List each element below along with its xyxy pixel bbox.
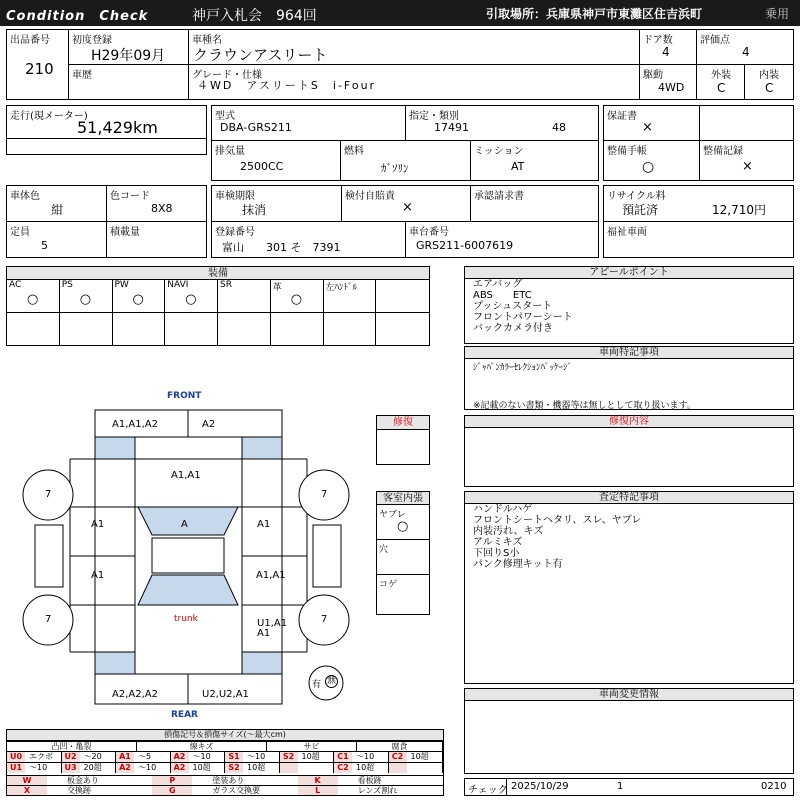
- legend-cell: [171, 762, 226, 773]
- equipment-name: PS: [61, 280, 73, 290]
- legend-text: 10超: [192, 763, 211, 772]
- panel-right-front: A1: [257, 519, 271, 530]
- text-line: エアバッグ: [473, 279, 523, 290]
- legend-code: U1: [7, 763, 25, 773]
- legend-cell: [280, 751, 335, 762]
- legend-text: ～10: [29, 763, 48, 772]
- capacity-cell: 定員 5: [6, 221, 107, 258]
- legend-code: C2: [389, 752, 407, 762]
- text-line: ハンドルハゲ: [473, 504, 533, 515]
- selfcheck-cell: 検付自賠責 ×: [341, 185, 471, 222]
- model-cell: 車種名 クラウンアスリート: [188, 29, 640, 65]
- legend-cell: [225, 762, 280, 773]
- legend-code: X: [7, 786, 47, 795]
- legend-code-cell: [152, 775, 297, 785]
- text-line: アルミキズ: [473, 537, 523, 548]
- legend-cell: [225, 751, 280, 762]
- tire-rear-left: 7: [45, 614, 52, 625]
- change-panel: 車両変更情報: [464, 688, 794, 774]
- legend-panel: 損傷記号＆損傷サイズ(～最大cm) 凸凹・亀裂 線キズ サビ 腐食 U0 エクボ U2 ～20 A1 ～5 A2 ～10 S1 ～10 S2 10超 C1 ～10 C2 10超 U1 ～10 U3 20超 A2 ～10 A2 10超 S2 10超 C2 10超 W 板金あり P 塗装あり K 看板跡 X 交換跡 G ガラス交換要 L レンズ割れ: [6, 729, 444, 796]
- legend-code: G: [152, 786, 192, 795]
- ext-grade: C: [717, 81, 726, 95]
- warranty: ×: [642, 120, 653, 135]
- legend-text: エクボ: [29, 752, 53, 761]
- legend-code: A2: [171, 752, 189, 762]
- legend-cell: [62, 762, 117, 773]
- grade-cell: グレード・仕様 ４WD アスリートS i-Four: [188, 64, 640, 100]
- lot-number: 210: [25, 60, 54, 78]
- doors-cell: ドア数 4: [639, 29, 697, 65]
- text-line: フロントシートヘタリ、スレ、ヤブレ: [473, 515, 642, 526]
- record-cell: 整備記録 ×: [699, 140, 794, 181]
- text-line: プッシュスタート: [473, 301, 553, 312]
- legend-cell: [280, 762, 335, 773]
- legend-code: [389, 763, 407, 773]
- legend-code-cell: [7, 785, 152, 795]
- legend-code: A1: [116, 752, 134, 762]
- legend-text: ～20: [83, 752, 102, 761]
- equipment-title: 装備: [7, 267, 429, 280]
- equipment-mark: ○: [185, 292, 197, 307]
- equipment-mark: ○: [79, 292, 92, 307]
- drive-cell: 駆動 4WD: [639, 64, 697, 100]
- legend-cell: [7, 762, 62, 773]
- mission-cell: ミッション AT: [470, 140, 599, 181]
- legend-text: 10超: [247, 763, 266, 772]
- text-line: バックカメラ付き: [473, 323, 553, 334]
- approval-cell: 承認請求書: [470, 185, 599, 222]
- legend-code: U0: [7, 752, 25, 762]
- equipment-panel: [6, 266, 430, 346]
- legend-code: A2: [171, 763, 189, 773]
- legend-text: 看板跡: [357, 776, 382, 785]
- front-label: FRONT: [167, 391, 202, 401]
- text-line: 内装汚れ、キズ: [473, 526, 544, 537]
- legend-code-cell: [7, 775, 152, 785]
- first-reg-cell: 初度登録 H29年09月: [68, 29, 189, 65]
- legend-group: 凸凹・亀裂: [7, 741, 137, 751]
- assessment-panel: 査定特記事項 ハンドルハゲ フロントシートヘタリ、スレ、ヤブレ 内装汚れ、キズ アルミキズ 下回りS小 パンク修理キット有: [464, 491, 794, 684]
- legend-cell: [7, 751, 62, 762]
- legend-text: ～5: [138, 752, 152, 761]
- legend-text: 10超: [410, 752, 429, 761]
- panel-right-rear: A1,A1: [256, 570, 286, 581]
- legend-code-cell: [298, 775, 443, 785]
- equipment-name: 左ﾊﾝﾄﾞﾙ: [325, 283, 358, 293]
- history-cell: 車歴: [68, 64, 189, 100]
- legend-cell: [62, 751, 117, 762]
- legend-code: A2: [116, 763, 134, 773]
- doors: 4: [662, 45, 670, 59]
- legend-text: 20超: [83, 763, 102, 772]
- repair-content-panel: 修復内容: [464, 415, 794, 487]
- panel-right-rear-fender: U1,A1 A1: [257, 618, 288, 639]
- legend-text: 板金あり: [67, 776, 99, 785]
- fuel-cell: 燃料 ｶﾞｿﾘﾝ: [340, 140, 471, 181]
- score: 4: [742, 45, 750, 59]
- legend-cell: [334, 751, 389, 762]
- panel-top-left: A1,A1,A2: [112, 419, 158, 430]
- legend-text: 交換跡: [67, 786, 91, 795]
- text-line: ABS ETC: [473, 290, 532, 301]
- displacement-cell: 排気量 2500CC: [211, 140, 341, 181]
- recycle-cell: リサイクル料 預託済 12,710円: [603, 185, 794, 222]
- load-cell: 積載量: [106, 221, 207, 258]
- legend-code-cell: [152, 785, 297, 795]
- color-cell: 車体色 紺: [6, 185, 107, 222]
- header-title: Condition Check: [6, 9, 149, 24]
- text-line: 下回りS小: [473, 548, 520, 559]
- appeal-panel: アピールポイント エアバッグ ABS ETC プッシュスタート フロントパワーシート バックカメラ付き: [464, 266, 794, 344]
- tire-front-right: 7: [321, 489, 328, 500]
- legend-text: ガラス交換要: [212, 786, 261, 795]
- legend-cell: [116, 762, 171, 773]
- welfare-cell: 福祉車両: [603, 221, 794, 258]
- legend-group: 腐食: [357, 741, 443, 751]
- pickup-location: 引取場所：兵庫県神戸市東灘区住吉浜町: [486, 7, 703, 21]
- legend-cell: [334, 762, 389, 773]
- tire-front-left: 7: [45, 489, 52, 500]
- mileage-cell: 走行(現メーター) 51,429km: [6, 105, 207, 155]
- legend-text: ～10: [247, 752, 266, 761]
- int-cell: 内装 C: [744, 64, 794, 100]
- header-bar: [0, 0, 800, 26]
- panel-top-right: A2: [202, 419, 216, 430]
- colorcode-cell: 色コード 8X8: [106, 185, 207, 222]
- manual-cell: 整備手帳 ○: [603, 140, 700, 181]
- text-line: フロントパワーシート: [473, 312, 573, 323]
- legend-text: ～10: [356, 752, 375, 761]
- grade: ４WD アスリートS i-Four: [197, 79, 377, 92]
- legend-text: 塗装あり: [212, 776, 245, 785]
- legend-text: レンズ割れ: [357, 786, 398, 795]
- legend-code: U2: [62, 752, 80, 762]
- legend-text: 10超: [301, 752, 320, 761]
- legend-code: U3: [62, 763, 80, 773]
- int-grade: C: [765, 81, 774, 95]
- panel-windshield: A: [181, 519, 188, 530]
- chassis-cell: 車台番号 GRS211-6007619: [405, 221, 599, 258]
- legend-code: S1: [225, 752, 243, 762]
- spare-mark: 無: [326, 676, 336, 686]
- legend-code: P: [152, 776, 192, 785]
- legend-group: サビ: [267, 741, 357, 751]
- repair-box: 修復: [376, 415, 430, 465]
- equipment-mark: ○: [290, 292, 303, 307]
- equipment-name: SR: [220, 280, 232, 290]
- category-label: 乗用: [765, 7, 790, 21]
- legend-code: K: [298, 776, 338, 785]
- legend-code: S2: [225, 763, 243, 773]
- inspection-cell: 車検期限 抹消: [211, 185, 342, 222]
- legend-text: ～10: [192, 752, 211, 761]
- panel-bottom-right: U2,U2,A1: [202, 689, 249, 700]
- equipment-name: 革: [272, 283, 282, 293]
- check-row: チェック 2025/10/29 1 0210: [464, 778, 794, 796]
- trunk-label: trunk: [174, 614, 198, 624]
- rear-label: REAR: [171, 710, 198, 720]
- score-cell: 評価点 4: [696, 29, 794, 65]
- legend-text: 10超: [356, 763, 375, 772]
- auction-name: 神戸入札会 964回: [192, 8, 317, 24]
- ext-cell: 外装 C: [696, 64, 745, 100]
- model-name: クラウンアスリート: [193, 46, 328, 64]
- panel-bottom-left: A2,A2,A2: [112, 689, 158, 700]
- car-diagram: [18, 385, 358, 725]
- text-line: パンク修理キット有: [473, 559, 563, 570]
- lot-cell: 出品番号 210: [6, 29, 69, 100]
- equipment-mark: ○: [27, 292, 39, 307]
- warranty-cell: 保証書 ×: [603, 105, 794, 141]
- mileage: 51,429km: [77, 118, 158, 137]
- spare-label: 有: [312, 680, 322, 690]
- legend-code: [280, 763, 298, 773]
- tire-rear-right: 7: [321, 614, 328, 625]
- spec-cell: 指定・類別 17491 48: [405, 105, 599, 141]
- drive: 4WD: [658, 81, 685, 94]
- equipment-name: PW: [114, 280, 129, 290]
- legend-cell: [116, 751, 171, 762]
- legend-code-cell: [298, 785, 443, 795]
- first-reg: H29年09月: [91, 48, 166, 64]
- panel-left-rear: A1: [91, 570, 105, 581]
- legend-code: L: [298, 786, 338, 795]
- equipment-name: NAVI: [167, 280, 189, 290]
- special-panel: 車両特記事項 ｼﾞｬﾊﾟﾝｶﾗｰｾﾚｸｼｮﾝﾊﾟｯｹｰｼﾞ ※記載のない書類・機器等は無しとして取り扱います。: [464, 346, 794, 410]
- legend-code: C1: [334, 752, 352, 762]
- interior-box: 客室内張 ヤブレ ○ 穴 コゲ: [376, 491, 430, 615]
- legend-text: ～10: [138, 763, 157, 772]
- legend-code: W: [7, 776, 47, 785]
- panel-left-front: A1: [91, 519, 105, 530]
- legend-cell: [389, 762, 444, 773]
- legend-cell: [389, 751, 444, 762]
- plate-cell: 登録番号 富山 301 そ 7391: [211, 221, 406, 258]
- legend-code: S2: [280, 752, 298, 762]
- equipment-mark: ○: [132, 292, 144, 307]
- legend-code: C2: [334, 763, 352, 773]
- panel-hood: A1,A1: [171, 470, 201, 481]
- equipment-name: AC: [9, 280, 22, 290]
- legend-group: 線キズ: [137, 741, 267, 751]
- legend-cell: [171, 751, 226, 762]
- type-cell: 型式 DBA-GRS211: [211, 105, 406, 141]
- model-type: DBA-GRS211: [220, 121, 292, 134]
